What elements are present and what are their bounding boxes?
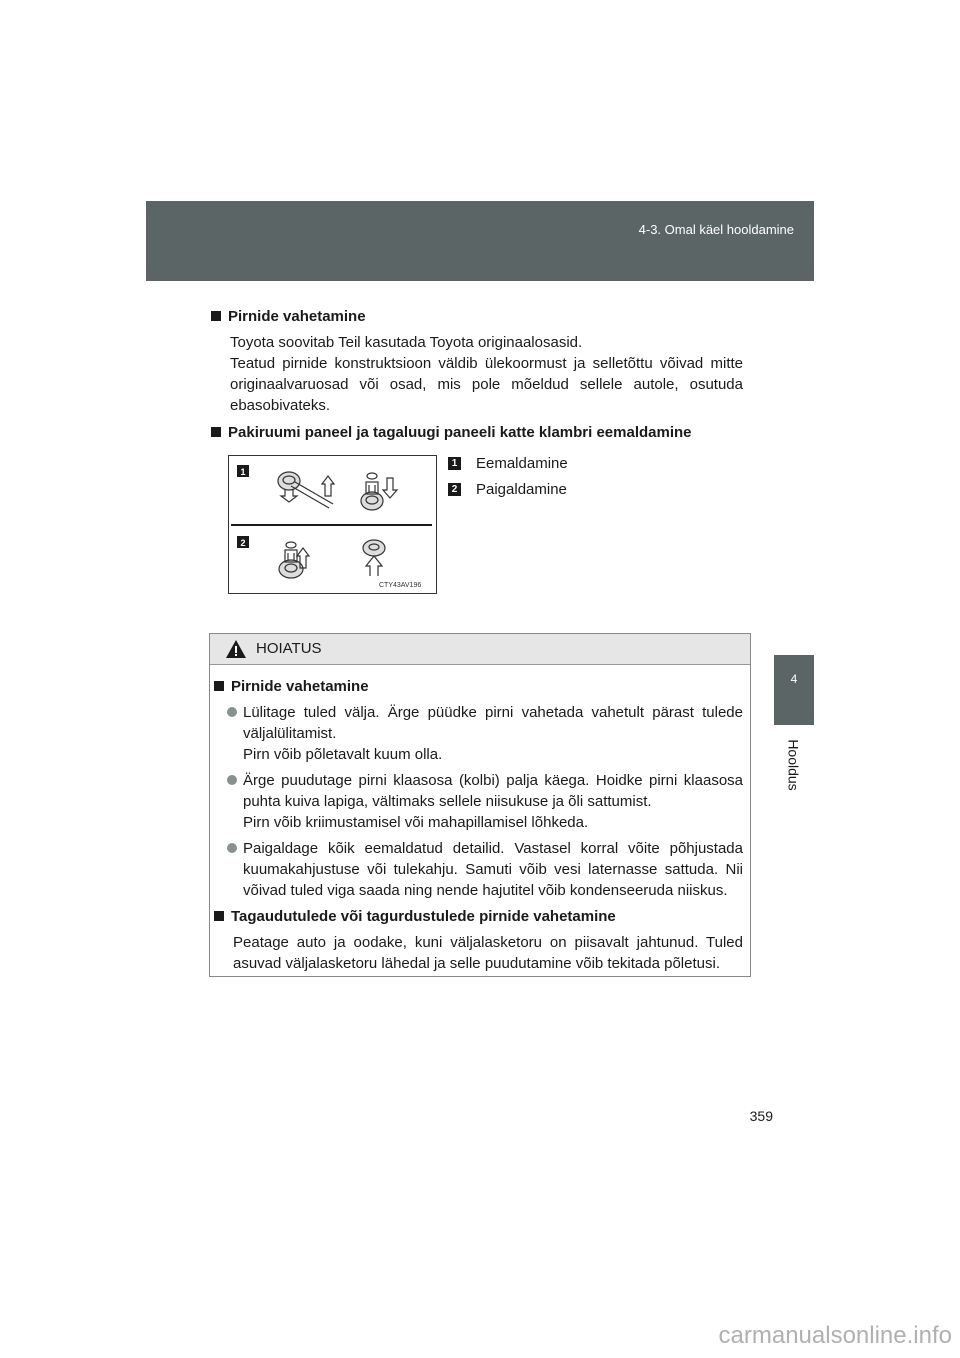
circle-bullet-icon [227,843,237,853]
warning-bullet [214,838,743,901]
bullet-text: Paigaldage kõik eemaldatud detailid. Vastasel korral võite põhjustada kuumakahjustuse või tulekahju. Samuti võib vesi laternasse sattuda. Nii võivad tuled viga saada ning nende hajutitel võib kondenseeruda niiskus. [243,840,743,899]
warning-body [210,665,750,974]
warning-paragraph-text: Peatage auto ja oodake, kuni väljalasketoru on piisavalt jahtunud. Tuled asuvad väljalasketoru lähedal ja selle puudutamine võib tekitada põletusi. [233,934,743,972]
clip-diagram-svg [229,456,436,593]
legend-item [448,479,568,505]
page-number: 359 [749,1108,773,1124]
warning-bullet [214,702,743,765]
clip-installation-drawing [279,540,385,578]
legend-label: Paigaldamine [476,481,567,498]
svg-text:2: 2 [240,538,246,548]
circle-bullet-icon [227,707,237,717]
warning-section-heading-text: Tagaudutulede või tagurdustulede pirnide vahetamine [231,908,616,925]
figure-code: CTY43AV196 [379,582,422,589]
figure-row [211,455,743,630]
main-content [211,306,743,630]
bullet-subtext: Pirn võib kriimustamisel või mahapillamisel lõhkeda. [243,814,589,831]
section-heading [211,422,743,443]
legend-label: Eemaldamine [476,455,568,472]
chapter-section-title: 4-3. Omal käel hooldamine [638,222,794,237]
warning-header [210,634,750,665]
bullet-subtext: Pirn võib põletavalt kuum olla. [243,746,443,763]
square-bullet-icon [214,681,224,691]
warning-triangle-icon [225,639,247,659]
warning-section-heading [214,676,743,697]
chapter-header [146,201,814,281]
chapter-tab-number: 4 [774,655,814,725]
bullet-text: Lülitage tuled välja. Ärge püüdke pirni vahetada vahetult pärast tulede väljalülitamist. [243,704,743,742]
section-heading [211,306,743,327]
clip-removal-drawing [278,472,397,510]
legend-item [448,453,568,479]
figure-legend [448,453,568,505]
square-bullet-icon [211,311,221,321]
watermark: carmanualsonline.info [718,1322,952,1349]
chapter-tab-label [770,735,818,795]
square-bullet-icon [211,427,221,437]
step-number-badge: 2 [448,483,461,496]
svg-text:1: 1 [240,467,246,477]
warning-bullet [214,770,743,833]
clip-illustration [228,455,437,594]
section-body [211,332,743,416]
chapter-tab-label-text: Hooldus [786,739,802,791]
warning-section-heading-text: Pirnide vahetamine [231,678,369,695]
warning-section-heading [214,906,743,927]
step-number-badge: 1 [448,457,461,470]
paragraph-line: Toyota soovitab Teil kasutada Toyota originaalosasid. [230,334,583,351]
section-heading-text: Pakiruumi paneel ja tagaluugi paneeli katte klambri eemaldamine [228,424,692,441]
section-heading-text: Pirnide vahetamine [228,308,366,325]
warning-box [209,633,751,977]
warning-paragraph [214,932,743,974]
bullet-text: Ärge puudutage pirni klaasosa (kolbi) palja käega. Hoidke pirni klaasosa puhta kuiva lapiga, vältimaks sellele niisukuse ja õli sattumist. [243,772,743,810]
square-bullet-icon [214,911,224,921]
paragraph-text: Teatud pirnide konstruktsioon väldib ülekoormust ja selletõttu võivad mitte originaalvaruosad või osad, mis pole mõeldud sellele autole, osutuda ebasobivateks. [230,355,743,414]
circle-bullet-icon [227,775,237,785]
warning-title: HOIATUS [256,640,322,657]
